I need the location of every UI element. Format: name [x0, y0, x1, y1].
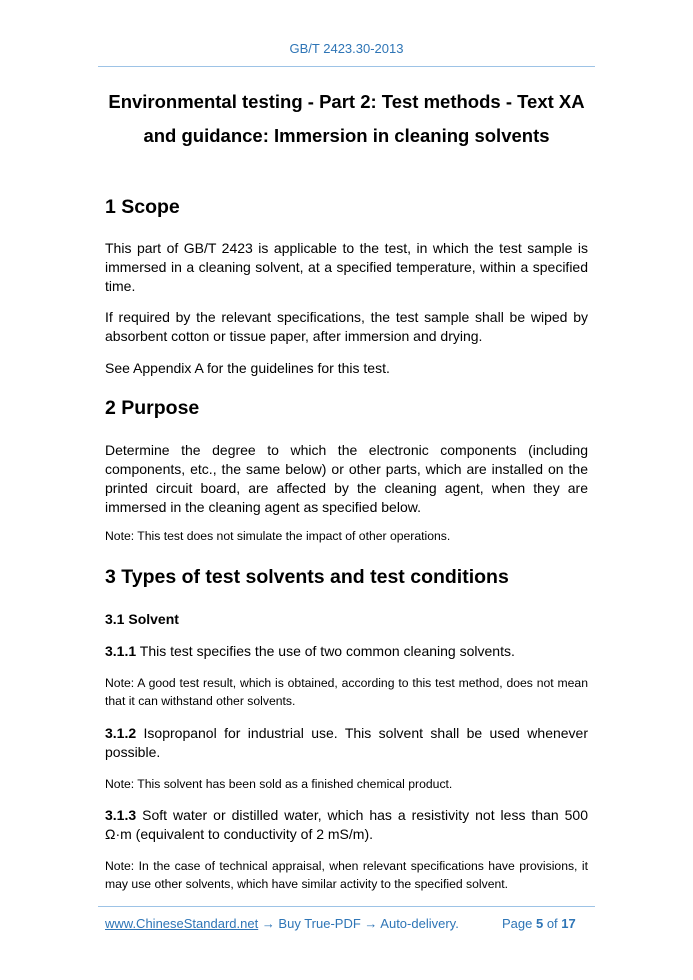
clause-text: Soft water or distilled water, which has a resistivity not less than 500 Ω·m (equivalent to conductivity of 2 mS/m).	[105, 807, 588, 842]
clause-text: Isopropanol for industrial use. This solvent shall be used whenever possible.	[105, 725, 588, 760]
title-line-1: Environmental testing - Part 2: Test methods - Text XA	[108, 91, 585, 112]
of-label: of	[543, 916, 562, 931]
title-line-2: and guidance: Immersion in cleaning solvents	[143, 125, 550, 146]
heading-scope: 1 Scope	[105, 196, 180, 218]
subheading-solvent: 3.1 Solvent	[105, 611, 179, 627]
note-1: Note: A good test result, which is obtained, according to this test method, does not mean that it can withstand other solvents.	[105, 676, 588, 708]
scope-para-3: See Appendix A for the guidelines for this test.	[105, 360, 390, 376]
header-rule	[98, 66, 595, 67]
scope-para-2: If required by the relevant specifications, the test sample shall be wiped by absorbent cotton or tissue paper, after immersion and drying.	[105, 309, 588, 344]
clause-number: 3.1.3	[105, 807, 137, 823]
note-2: Note: This solvent has been sold as a finished chemical product.	[105, 777, 453, 791]
clause-number: 3.1.1	[105, 643, 137, 659]
heading-solvents: 3 Types of test solvents and test conditions	[105, 566, 509, 588]
footer-rule	[98, 906, 595, 907]
current-page: 5	[535, 916, 544, 931]
clause-3-1-3	[105, 806, 588, 844]
document-title	[60, 85, 633, 153]
note-3: Note: In the case of technical appraisal, when relevant specifications have provisions, it may use other solvents, which have similar activity to the specified solvent.	[105, 859, 588, 891]
promo-text: → Buy True-PDF → Auto-delivery.	[258, 916, 459, 931]
purpose-para: Determine the degree to which the electronic components (including components, etc., the same below) or other parts, which are installed on the printed circuit board, are affected by the cleaning agent, when they are immersed in the cleaning agent as specified below.	[105, 442, 588, 515]
website-link[interactable]: www.ChineseStandard.net	[105, 916, 259, 931]
scope-para-1: This part of GB/T 2423 is applicable to the test, in which the test sample is immersed in a cleaning solvent, at a specified temperature, within a specified time.	[105, 240, 588, 294]
header-doc-id: GB/T 2423.30-2013	[289, 41, 404, 56]
purpose-note: Note: This test does not simulate the impact of other operations.	[105, 529, 451, 543]
clause-3-1-2	[105, 724, 588, 762]
footer-promo	[105, 916, 459, 931]
clause-text: This test specifies the use of two common cleaning solvents.	[136, 643, 515, 659]
total-pages: 17	[561, 916, 576, 931]
page-label: Page	[502, 916, 536, 931]
clause-3-1-1	[105, 642, 588, 661]
heading-purpose: 2 Purpose	[105, 397, 200, 419]
page-number	[502, 916, 576, 931]
clause-number: 3.1.2	[105, 725, 137, 741]
